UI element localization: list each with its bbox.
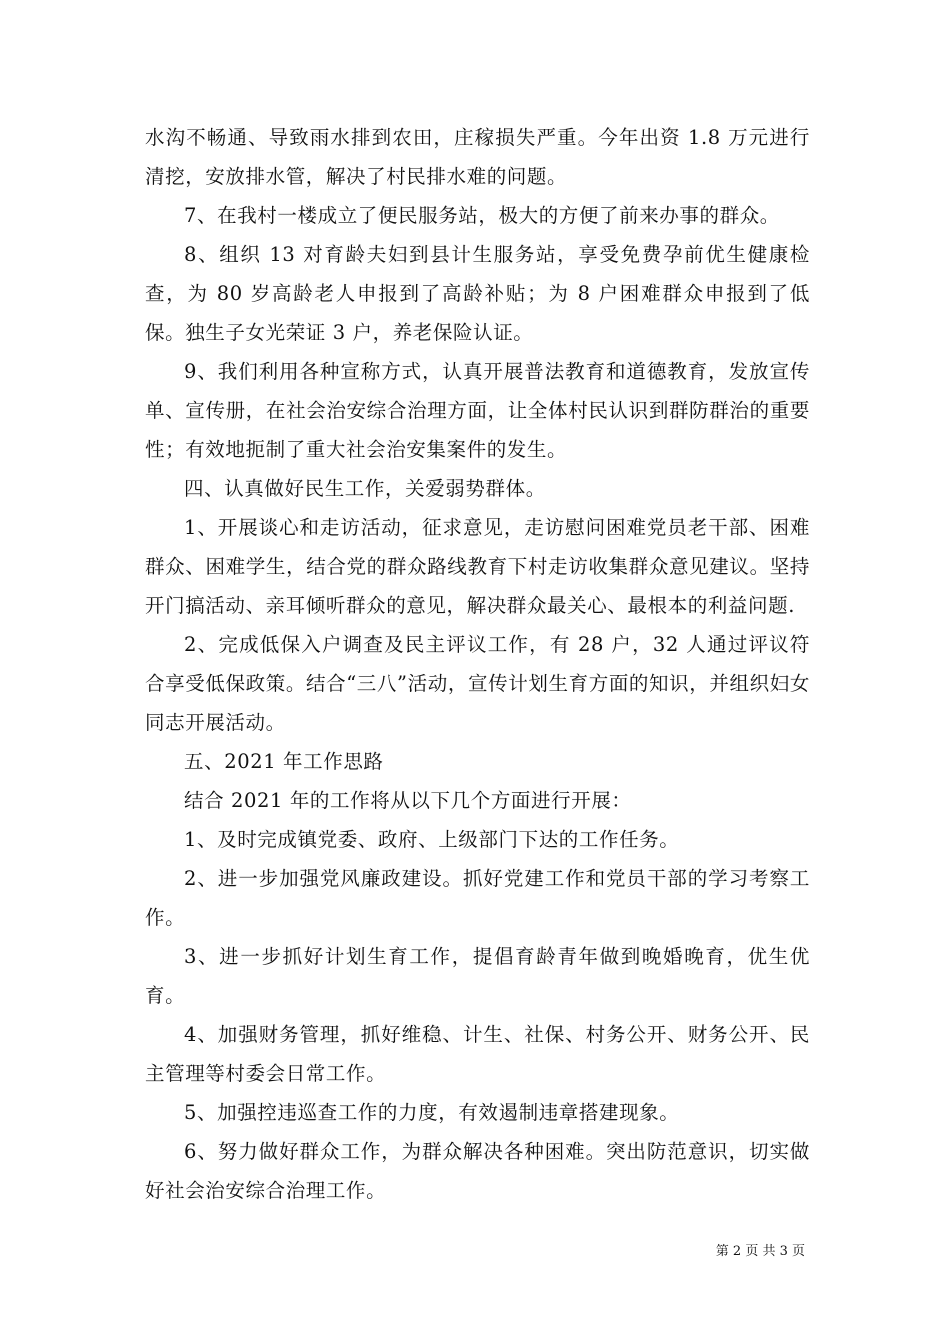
paragraph-plan-item-2: 2、进一步加强党风廉政建设。抓好党建工作和党员干部的学习考察工作。 xyxy=(145,867,810,929)
paragraph-item-8: 8、组织 13 对育龄夫妇到县计生服务站，享受免费孕前优生健康检查，为 80 岁高龄老人申报到了高龄补贴；为 8 户困难群众申报到了低保。独生子女光荣证 3 户，养老保险认证。 xyxy=(145,243,810,344)
paragraph-section4-item-1: 1、开展谈心和走访活动，征求意见，走访慰问困难党员老干部、困难群众、困难学生，结合党的群众路线教育下村走访收集群众意见建议。坚持开门搞活动、亲耳倾听群众的意见，解决群众最关心、最根本的利益问题. xyxy=(145,516,810,617)
document-body xyxy=(145,118,810,1210)
paragraph-plan-item-1: 1、及时完成镇党委、政府、上级部门下达的工作任务。 xyxy=(184,828,680,851)
page-number-footer: 第 2 页 共 3 页 xyxy=(715,1244,805,1259)
paragraph-item-9: 9、我们利用各种宣称方式，认真开展普法教育和道德教育，发放宣传单、宣传册，在社会治安综合治理方面，让全体村民认识到群防群治的重要性；有效地扼制了重大社会治安集案件的发生。 xyxy=(145,360,810,461)
section-heading-4: 四、认真做好民生工作，关爱弱势群体。 xyxy=(184,477,546,500)
paragraph-drainage-continued: 水沟不畅通、导致雨水排到农田，庄稼损失严重。今年出资 1.8 万元进行清挖，安放排水管，解决了村民排水难的问题。 xyxy=(145,126,810,188)
section-heading-5: 五、2021 年工作思路 xyxy=(184,750,384,773)
paragraph-plan-item-5: 5、加强控违巡查工作的力度，有效遏制违章搭建现象。 xyxy=(184,1101,680,1124)
paragraph-plan-item-6: 6、努力做好群众工作，为群众解决各种困难。突出防范意识，切实做好社会治安综合治理工作。 xyxy=(145,1140,810,1202)
paragraph-section4-item-2: 2、完成低保入户调查及民主评议工作，有 28 户，32 人通过评议符合享受低保政策。结合“三八”活动，宣传计划生育方面的知识，并组织妇女同志开展活动。 xyxy=(145,633,810,734)
paragraph-section5-intro: 结合 2021 年的工作将从以下几个方面进行开展： xyxy=(184,789,632,812)
paragraph-item-7: 7、在我村一楼成立了便民服务站，极大的方便了前来办事的群众。 xyxy=(184,204,780,227)
paragraph-plan-item-3: 3、进一步抓好计划生育工作，提倡育龄青年做到晚婚晚育，优生优育。 xyxy=(145,945,810,1007)
paragraph-plan-item-4: 4、加强财务管理，抓好维稳、计生、社保、村务公开、财务公开、民主管理等村委会日常工作。 xyxy=(145,1023,810,1085)
